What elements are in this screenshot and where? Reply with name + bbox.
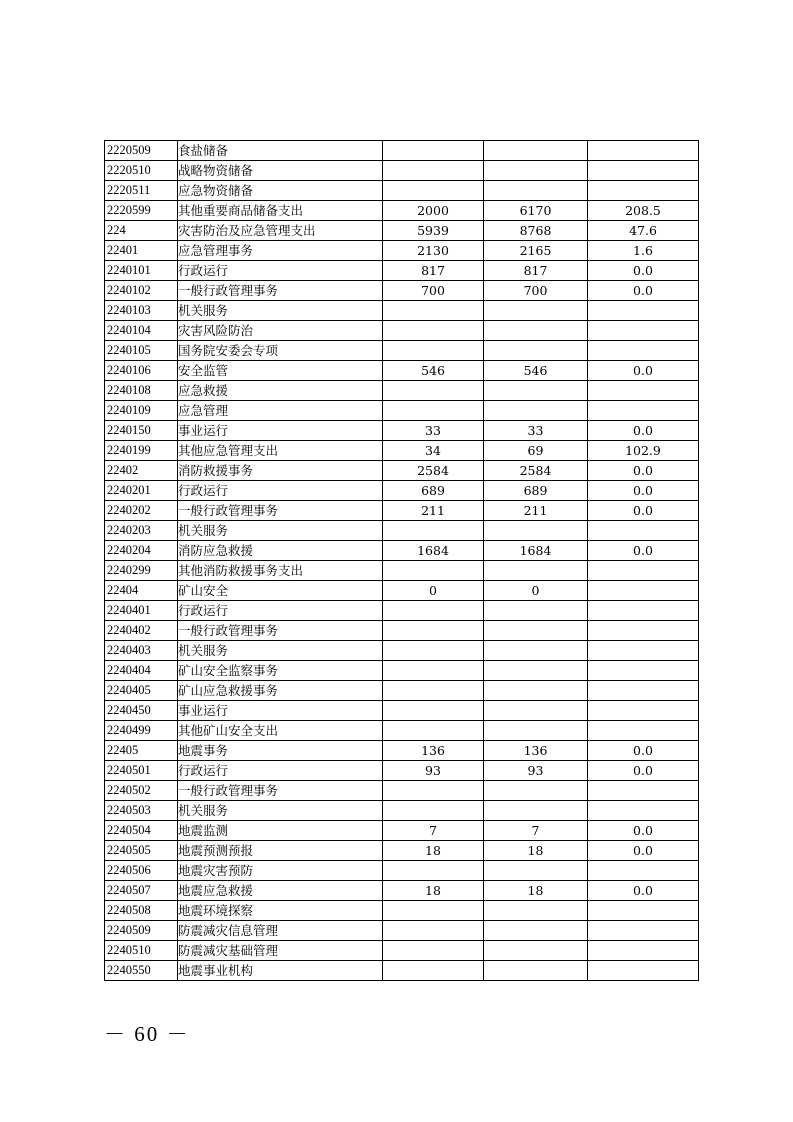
item-name-cell: 应急救援 [178,381,383,401]
item-code-cell: 2240509 [105,921,178,941]
table-row [105,761,699,781]
value-cell-col1 [383,561,484,581]
item-name-cell: 一般行政管理事务 [178,501,383,521]
item-name-cell: 机关服务 [178,801,383,821]
value-cell-col3 [588,721,699,741]
item-code-cell: 2240405 [105,681,178,701]
value-cell-col2: 817 [484,261,588,281]
item-code-cell: 2240299 [105,561,178,581]
item-name-cell: 其他重要商品储备支出 [178,201,383,221]
value-cell-col2 [484,341,588,361]
value-cell-col3: 0.0 [588,481,699,501]
value-cell-col3: 0.0 [588,501,699,521]
item-name-cell: 食盐储备 [178,141,383,161]
value-cell-col1 [383,941,484,961]
table-row [105,681,699,701]
value-cell-col2 [484,781,588,801]
item-name-cell: 地震灾害预防 [178,861,383,881]
item-code-cell: 2240103 [105,301,178,321]
item-name-cell: 事业运行 [178,701,383,721]
item-name-cell: 防震减灾信息管理 [178,921,383,941]
table-row [105,621,699,641]
value-cell-col1 [383,601,484,621]
table-row [105,721,699,741]
item-code-cell: 2240105 [105,341,178,361]
value-cell-col2: 7 [484,821,588,841]
value-cell-col3 [588,521,699,541]
value-cell-col2 [484,321,588,341]
item-code-cell: 2240204 [105,541,178,561]
value-cell-col3: 0.0 [588,421,699,441]
value-cell-col1 [383,621,484,641]
table-row [105,841,699,861]
table-row [105,661,699,681]
table-row [105,701,699,721]
value-cell-col3: 0.0 [588,461,699,481]
value-cell-col3 [588,601,699,621]
item-code-cell: 2240550 [105,961,178,981]
value-cell-col1 [383,921,484,941]
item-code-cell: 2240109 [105,401,178,421]
value-cell-col2 [484,181,588,201]
table-row [105,521,699,541]
value-cell-col3 [588,341,699,361]
table-row [105,881,699,901]
value-cell-col2 [484,661,588,681]
table-row [105,501,699,521]
table-row [105,801,699,821]
value-cell-col2 [484,941,588,961]
value-cell-col3: 0.0 [588,261,699,281]
value-cell-col2 [484,801,588,821]
item-name-cell: 消防应急救援 [178,541,383,561]
value-cell-col2 [484,621,588,641]
value-cell-col1 [383,641,484,661]
value-cell-col3 [588,681,699,701]
item-name-cell: 消防救援事务 [178,461,383,481]
value-cell-col3 [588,861,699,881]
value-cell-col3 [588,941,699,961]
value-cell-col1 [383,381,484,401]
table-row [105,601,699,621]
item-code-cell: 2240150 [105,421,178,441]
value-cell-col1: 211 [383,501,484,521]
value-cell-col2 [484,861,588,881]
value-cell-col1 [383,181,484,201]
item-name-cell: 行政运行 [178,601,383,621]
value-cell-col1: 136 [383,741,484,761]
item-name-cell: 地震环境探察 [178,901,383,921]
table-row [105,641,699,661]
item-name-cell: 矿山安全 [178,581,383,601]
item-name-cell: 机关服务 [178,641,383,661]
item-code-cell: 2240450 [105,701,178,721]
item-code-cell: 22402 [105,461,178,481]
value-cell-col2 [484,721,588,741]
item-code-cell: 2240403 [105,641,178,661]
table-row [105,301,699,321]
table-row [105,281,699,301]
item-name-cell: 其他矿山安全支出 [178,721,383,741]
value-cell-col3: 102.9 [588,441,699,461]
value-cell-col1 [383,161,484,181]
item-name-cell: 其他应急管理支出 [178,441,383,461]
table-row [105,441,699,461]
item-code-cell: 2220509 [105,141,178,161]
value-cell-col2 [484,521,588,541]
value-cell-col2: 2584 [484,461,588,481]
value-cell-col3 [588,301,699,321]
value-cell-col3: 1.6 [588,241,699,261]
item-code-cell: 2240503 [105,801,178,821]
item-code-cell: 2220510 [105,161,178,181]
value-cell-col1: 689 [383,481,484,501]
value-cell-col2: 6170 [484,201,588,221]
item-code-cell: 2240504 [105,821,178,841]
value-cell-col3: 47.6 [588,221,699,241]
item-name-cell: 应急管理事务 [178,241,383,261]
value-cell-col1 [383,681,484,701]
value-cell-col3 [588,161,699,181]
table-row [105,401,699,421]
value-cell-col3 [588,801,699,821]
item-name-cell: 地震事业机构 [178,961,383,981]
value-cell-col3 [588,621,699,641]
value-cell-col1: 34 [383,441,484,461]
value-cell-col3 [588,901,699,921]
value-cell-col2 [484,901,588,921]
value-cell-col3 [588,781,699,801]
value-cell-col1 [383,301,484,321]
item-code-cell: 2240108 [105,381,178,401]
value-cell-col3 [588,321,699,341]
budget-table [104,140,699,981]
item-code-cell: 2240101 [105,261,178,281]
item-code-cell: 2220511 [105,181,178,201]
item-name-cell: 灾害风险防治 [178,321,383,341]
table-row [105,781,699,801]
item-code-cell: 2240199 [105,441,178,461]
table-row [105,741,699,761]
item-code-cell: 2240499 [105,721,178,741]
item-code-cell: 2240507 [105,881,178,901]
value-cell-col1: 18 [383,881,484,901]
value-cell-col2: 211 [484,501,588,521]
page-number: － 60 － [104,1022,190,1046]
value-cell-col1 [383,781,484,801]
table-row [105,821,699,841]
value-cell-col3 [588,961,699,981]
value-cell-col2: 1684 [484,541,588,561]
item-name-cell: 应急物资储备 [178,181,383,201]
item-name-cell: 灾害防治及应急管理支出 [178,221,383,241]
item-code-cell: 224 [105,221,178,241]
value-cell-col3 [588,581,699,601]
item-code-cell: 2240102 [105,281,178,301]
table-row [105,141,699,161]
value-cell-col3 [588,661,699,681]
value-cell-col3 [588,401,699,421]
item-name-cell: 地震应急救援 [178,881,383,901]
item-name-cell: 行政运行 [178,261,383,281]
item-name-cell: 战略物资储备 [178,161,383,181]
value-cell-col1 [383,141,484,161]
item-name-cell: 地震监测 [178,821,383,841]
item-code-cell: 2240106 [105,361,178,381]
value-cell-col1: 817 [383,261,484,281]
table-row [105,541,699,561]
value-cell-col2: 689 [484,481,588,501]
table-row [105,461,699,481]
value-cell-col2 [484,701,588,721]
value-cell-col1 [383,961,484,981]
value-cell-col3: 208.5 [588,201,699,221]
table-row [105,201,699,221]
value-cell-col1: 93 [383,761,484,781]
value-cell-col2: 69 [484,441,588,461]
value-cell-col3: 0.0 [588,741,699,761]
value-cell-col1: 700 [383,281,484,301]
value-cell-col3: 0.0 [588,761,699,781]
value-cell-col3 [588,181,699,201]
value-cell-col1 [383,341,484,361]
value-cell-col2 [484,681,588,701]
item-code-cell: 2220599 [105,201,178,221]
value-cell-col2: 33 [484,421,588,441]
value-cell-col1 [383,801,484,821]
item-name-cell: 一般行政管理事务 [178,281,383,301]
value-cell-col1: 0 [383,581,484,601]
item-name-cell: 其他消防救援事务支出 [178,561,383,581]
value-cell-col3: 0.0 [588,841,699,861]
value-cell-col3 [588,641,699,661]
value-cell-col2: 8768 [484,221,588,241]
value-cell-col1 [383,661,484,681]
table-row [105,181,699,201]
table-row [105,381,699,401]
value-cell-col3: 0.0 [588,881,699,901]
value-cell-col1: 18 [383,841,484,861]
item-name-cell: 事业运行 [178,421,383,441]
value-cell-col1: 5939 [383,221,484,241]
value-cell-col1 [383,401,484,421]
table-row [105,421,699,441]
item-name-cell: 机关服务 [178,301,383,321]
value-cell-col3 [588,381,699,401]
table-row [105,921,699,941]
item-code-cell: 2240506 [105,861,178,881]
value-cell-col1 [383,321,484,341]
value-cell-col1: 546 [383,361,484,381]
table-row [105,581,699,601]
value-cell-col2 [484,161,588,181]
item-name-cell: 行政运行 [178,481,383,501]
table-row [105,361,699,381]
item-code-cell: 2240402 [105,621,178,641]
item-code-cell: 2240202 [105,501,178,521]
value-cell-col1 [383,861,484,881]
value-cell-col2: 136 [484,741,588,761]
item-code-cell: 2240510 [105,941,178,961]
value-cell-col3: 0.0 [588,821,699,841]
value-cell-col3: 0.0 [588,361,699,381]
value-cell-col1: 2000 [383,201,484,221]
table-row [105,221,699,241]
item-code-cell: 2240502 [105,781,178,801]
value-cell-col2: 0 [484,581,588,601]
table-row [105,861,699,881]
table-row [105,901,699,921]
value-cell-col2 [484,301,588,321]
item-name-cell: 行政运行 [178,761,383,781]
value-cell-col2 [484,561,588,581]
item-code-cell: 2240501 [105,761,178,781]
table-row [105,961,699,981]
value-cell-col2 [484,601,588,621]
value-cell-col2: 18 [484,881,588,901]
value-cell-col1 [383,901,484,921]
table-row [105,241,699,261]
value-cell-col2: 18 [484,841,588,861]
value-cell-col3: 0.0 [588,281,699,301]
value-cell-col3 [588,141,699,161]
item-name-cell: 安全监管 [178,361,383,381]
item-name-cell: 一般行政管理事务 [178,621,383,641]
value-cell-col3 [588,561,699,581]
item-code-cell: 2240104 [105,321,178,341]
item-code-cell: 2240508 [105,901,178,921]
item-code-cell: 2240505 [105,841,178,861]
item-code-cell: 22405 [105,741,178,761]
table-row [105,341,699,361]
budget-table-body [105,141,699,981]
item-code-cell: 2240201 [105,481,178,501]
value-cell-col2: 546 [484,361,588,381]
table-row [105,261,699,281]
value-cell-col1: 33 [383,421,484,441]
value-cell-col2 [484,921,588,941]
value-cell-col1: 2130 [383,241,484,261]
value-cell-col2 [484,961,588,981]
item-name-cell: 地震预测预报 [178,841,383,861]
value-cell-col2 [484,141,588,161]
item-name-cell: 地震事务 [178,741,383,761]
item-name-cell: 防震减灾基础管理 [178,941,383,961]
value-cell-col1 [383,721,484,741]
item-name-cell: 一般行政管理事务 [178,781,383,801]
table-row [105,481,699,501]
value-cell-col3 [588,701,699,721]
value-cell-col2 [484,401,588,421]
item-code-cell: 22404 [105,581,178,601]
item-name-cell: 矿山安全监察事务 [178,661,383,681]
value-cell-col2: 93 [484,761,588,781]
value-cell-col1: 2584 [383,461,484,481]
value-cell-col1: 7 [383,821,484,841]
item-code-cell: 2240203 [105,521,178,541]
table-row [105,561,699,581]
item-name-cell: 机关服务 [178,521,383,541]
table-row [105,161,699,181]
value-cell-col2 [484,641,588,661]
table-row [105,941,699,961]
value-cell-col1: 1684 [383,541,484,561]
value-cell-col2: 700 [484,281,588,301]
value-cell-col1 [383,701,484,721]
value-cell-col2 [484,381,588,401]
value-cell-col2: 2165 [484,241,588,261]
value-cell-col1 [383,521,484,541]
item-code-cell: 2240404 [105,661,178,681]
item-name-cell: 矿山应急救援事务 [178,681,383,701]
table-row [105,321,699,341]
item-name-cell: 国务院安委会专项 [178,341,383,361]
item-code-cell: 22401 [105,241,178,261]
item-name-cell: 应急管理 [178,401,383,421]
value-cell-col3 [588,921,699,941]
item-code-cell: 2240401 [105,601,178,621]
value-cell-col3: 0.0 [588,541,699,561]
